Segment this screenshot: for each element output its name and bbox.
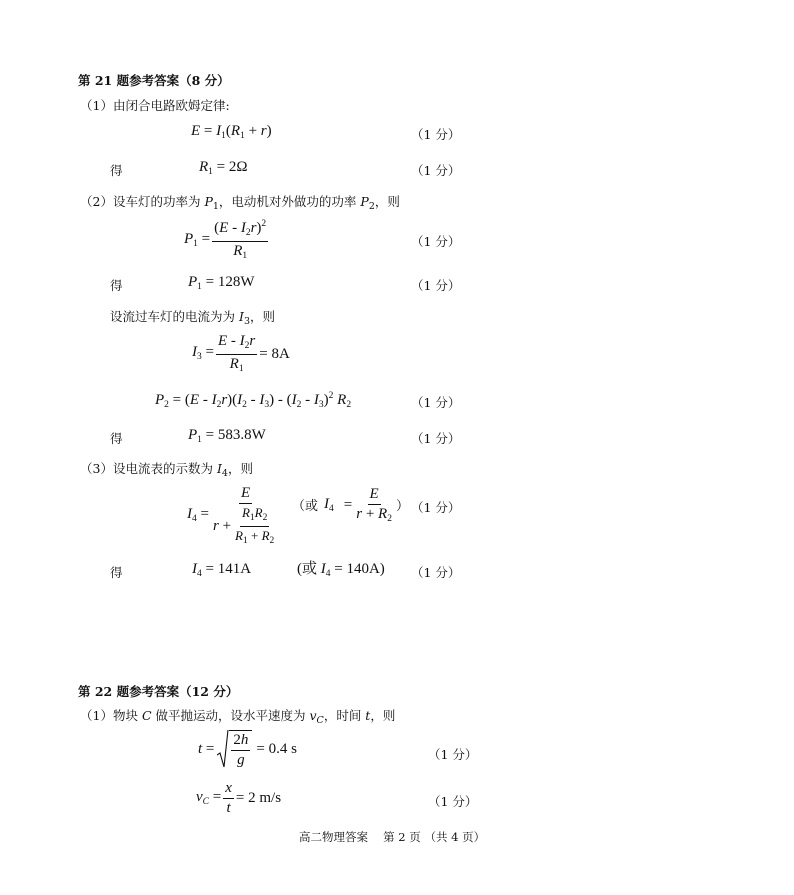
q21-p3-alt-suffix: ） [395,498,409,514]
q21-p2-equation2: $I_3$ = $\frac{E - I_2r}{R_1}$ = 8A [192,333,290,374]
q21-de-3: 得 [110,431,123,446]
q21-p3-equation1: $I_4$ = E r + $\frac{R_1R_2}{R_1 + R_2}$ [187,485,275,546]
q21-de-4: 得 [110,565,123,580]
q21-p3-score1: （1 分） [411,500,461,515]
q21-p1-result: $R_1 = 2\Omega$ [199,159,248,177]
q21-p2-score1: （1 分） [411,234,461,249]
q21-p2-score2: （1 分） [411,278,461,293]
q21-p3-alt-equation: （或 $I_4$ = $\frac{E}{r + R_2}$ ） [292,486,409,524]
q21-p3-score2: （1 分） [411,565,461,580]
q21-p2-equation3: $P_2 = (E - I_2r)(I_2 - I_3) - (I_2 - I_3)^2$ $R_2$ [155,391,352,410]
q21-p2-sub-label: 设流过车灯的电流为为 $I_3$，则 [110,309,275,327]
q21-part2-label: （2）设车灯的功率为 $P_1$，电动机对外做功的功率 $P_2$，则 [80,194,400,212]
q21-p2-score3: （1 分） [411,395,461,410]
q21-part1-label: （1）由闭合电路欧姆定律: [80,98,230,113]
q21-p1-score1: （1 分） [411,127,461,142]
q22-p1-equation2: $v_C$ = $\frac{x}{t}$ = 2 m/s [196,780,282,816]
q22-p1-equation1: t = $\frac{2h}{g}$ = 0.4 s [198,729,297,769]
q21-p1-score2: （1 分） [411,163,461,178]
page-footer: 高二物理答案 第 2 页 （共 4 页） [299,830,486,844]
q21-p3-result: $I_4 = 141A$ [192,561,252,579]
sqrt-radical-icon [217,729,229,769]
q21-p2-result2: $P_1 = 583.8W$ [188,427,266,445]
q21-p3-result-alt: (或 $I_4 = 140A$) [297,561,385,579]
q22-heading: 第 22 题参考答案（12 分） [78,684,239,699]
q22-p1-score1: （1 分） [428,747,478,762]
q22-part1-label: （1）物块 C 做平抛运动，设水平速度为 $v_C$，时间 t，则 [80,708,396,726]
q21-heading: 第 21 题参考答案（8 分） [78,73,230,88]
q21-p2-score4: （1 分） [411,431,461,446]
q21-part3-label: （3）设电流表的示数为 $I_4$，则 [80,461,253,479]
q21-de-1: 得 [110,163,123,178]
q21-p2-result1: $P_1 = 128W$ [188,274,255,292]
q21-p3-alt-prefix: （或 [292,498,319,514]
q21-de-2: 得 [110,278,123,293]
q21-p2-equation1: $P_1$ = $\frac{(E - I_2r)^2}{R_1}$ [184,219,267,261]
q21-p1-equation: $E = I_1(R_1 + r)$ [191,123,272,141]
q22-p1-score2: （1 分） [428,794,478,809]
